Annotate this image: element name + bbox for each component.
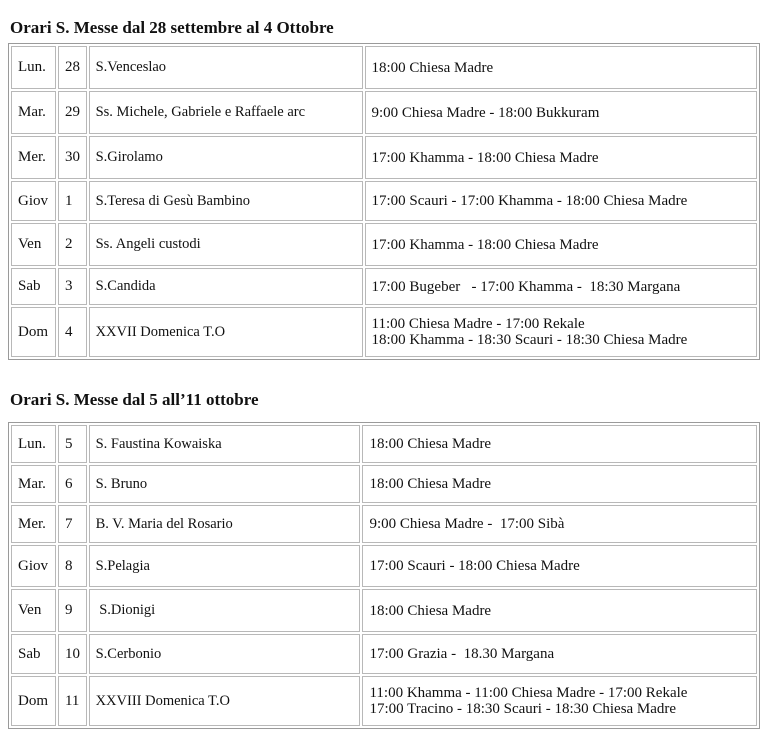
date-number-cell: 9 [58, 589, 87, 632]
mass-times-line: 17:00 Tracino - 18:30 Scauri - 18:30 Chiesa Madre [369, 701, 677, 717]
mass-times-line: 17:00 Bugeber - 17:00 Khamma - 18:30 Margana [371, 278, 681, 295]
section-title-week-1: Orari S. Messe dal 28 settembre al 4 Ottobre [10, 18, 334, 37]
day-cell: Giov [11, 545, 56, 587]
mass-times-line: 11:00 Khamma - 11:00 Chiesa Madre - 17:00 Rekale [369, 685, 688, 701]
day-cell: Sab [11, 268, 56, 305]
schedule-row [11, 676, 757, 726]
date-number-cell: 3 [58, 268, 87, 305]
day-cell: Giov [11, 181, 56, 221]
schedule-row [11, 589, 757, 632]
mass-times-cell [362, 425, 757, 463]
date-number-cell: 29 [58, 91, 87, 134]
schedule-row [11, 505, 757, 543]
date-number-cell: 8 [58, 545, 87, 587]
mass-times-cell [365, 91, 758, 134]
day-cell: Lun. [11, 425, 56, 463]
schedule-table-week-1 [8, 43, 760, 360]
date-number-cell: 5 [58, 425, 87, 463]
date-number-cell: 10 [58, 634, 87, 674]
mass-times-line: 9:00 Chiesa Madre - 17:00 Sibà [369, 516, 565, 532]
mass-times-cell [365, 223, 758, 266]
mass-times-cell [362, 465, 757, 503]
mass-times-cell [362, 545, 757, 587]
day-cell: Mar. [11, 465, 56, 503]
mass-times-line: 17:00 Khamma - 18:00 Chiesa Madre [371, 149, 599, 166]
mass-times-line: 9:00 Chiesa Madre - 18:00 Bukkuram [371, 104, 600, 121]
saint-cell: XXVII Domenica T.O [89, 307, 363, 357]
schedule-row [11, 223, 757, 266]
schedule-row [11, 307, 757, 357]
schedule-row [11, 425, 757, 463]
mass-times-line: 18:00 Chiesa Madre [369, 436, 492, 452]
saint-cell: S. Bruno [89, 465, 361, 503]
schedule-table-body [11, 46, 757, 357]
saint-cell: S.Girolamo [89, 136, 363, 179]
day-cell: Lun. [11, 46, 56, 89]
mass-times-line: 17:00 Khamma - 18:00 Chiesa Madre [371, 236, 599, 253]
saint-cell: B. V. Maria del Rosario [89, 505, 361, 543]
mass-times-line: 17:00 Scauri - 17:00 Khamma - 18:00 Chiesa Madre [371, 193, 688, 209]
day-cell: Ven [11, 589, 56, 632]
schedule-row [11, 91, 757, 134]
date-number-cell: 4 [58, 307, 87, 357]
mass-times-line: 17:00 Grazia - 18.30 Margana [369, 646, 555, 662]
mass-times-cell [362, 676, 757, 726]
day-cell: Dom [11, 676, 56, 726]
schedule-row [11, 634, 757, 674]
saint-cell: S. Faustina Kowaiska [89, 425, 361, 463]
day-cell: Dom [11, 307, 56, 357]
mass-times-line: 18:00 Chiesa Madre [371, 59, 494, 76]
mass-times-cell [365, 307, 758, 357]
day-cell: Mer. [11, 136, 56, 179]
mass-times-cell [362, 505, 757, 543]
date-number-cell: 11 [58, 676, 87, 726]
mass-times-cell [365, 136, 758, 179]
schedule-row [11, 46, 757, 89]
schedule-table-week-2 [8, 422, 760, 729]
schedule-row [11, 465, 757, 503]
day-cell: Mar. [11, 91, 56, 134]
date-number-cell: 28 [58, 46, 87, 89]
schedule-row [11, 136, 757, 179]
saint-cell: Ss. Angeli custodi [89, 223, 363, 266]
mass-times-line: 18:00 Chiesa Madre [369, 476, 492, 492]
saint-cell: S.Cerbonio [89, 634, 361, 674]
schedule-row [11, 268, 757, 305]
saint-cell: XXVIII Domenica T.O [89, 676, 361, 726]
date-number-cell: 1 [58, 181, 87, 221]
saint-cell: S.Candida [89, 268, 363, 305]
saint-cell: S.Pelagia [89, 545, 361, 587]
schedule-row [11, 181, 757, 221]
mass-times-line: 17:00 Scauri - 18:00 Chiesa Madre [369, 558, 580, 574]
mass-times-cell [362, 589, 757, 632]
schedule-row [11, 545, 757, 587]
schedule-table-body [11, 425, 757, 726]
mass-times-line: 11:00 Chiesa Madre - 17:00 Rekale [371, 316, 585, 332]
saint-cell: S.Venceslao [89, 46, 363, 89]
mass-times-cell [365, 181, 758, 221]
section-title-week-2: Orari S. Messe dal 5 all’11 ottobre [10, 390, 259, 409]
saint-cell: Ss. Michele, Gabriele e Raffaele arc [89, 91, 363, 134]
date-number-cell: 6 [58, 465, 87, 503]
date-number-cell: 30 [58, 136, 87, 179]
mass-times-cell [365, 268, 758, 305]
mass-times-cell [365, 46, 758, 89]
mass-times-line: 18:00 Khamma - 18:30 Scauri - 18:30 Chiesa Madre [371, 332, 688, 348]
day-cell: Mer. [11, 505, 56, 543]
mass-times-line: 18:00 Chiesa Madre [369, 602, 492, 619]
date-number-cell: 2 [58, 223, 87, 266]
date-number-cell: 7 [58, 505, 87, 543]
mass-times-cell [362, 634, 757, 674]
day-cell: Sab [11, 634, 56, 674]
saint-cell: S.Teresa di Gesù Bambino [89, 181, 363, 221]
saint-cell: S.Dionigi [89, 589, 361, 632]
day-cell: Ven [11, 223, 56, 266]
